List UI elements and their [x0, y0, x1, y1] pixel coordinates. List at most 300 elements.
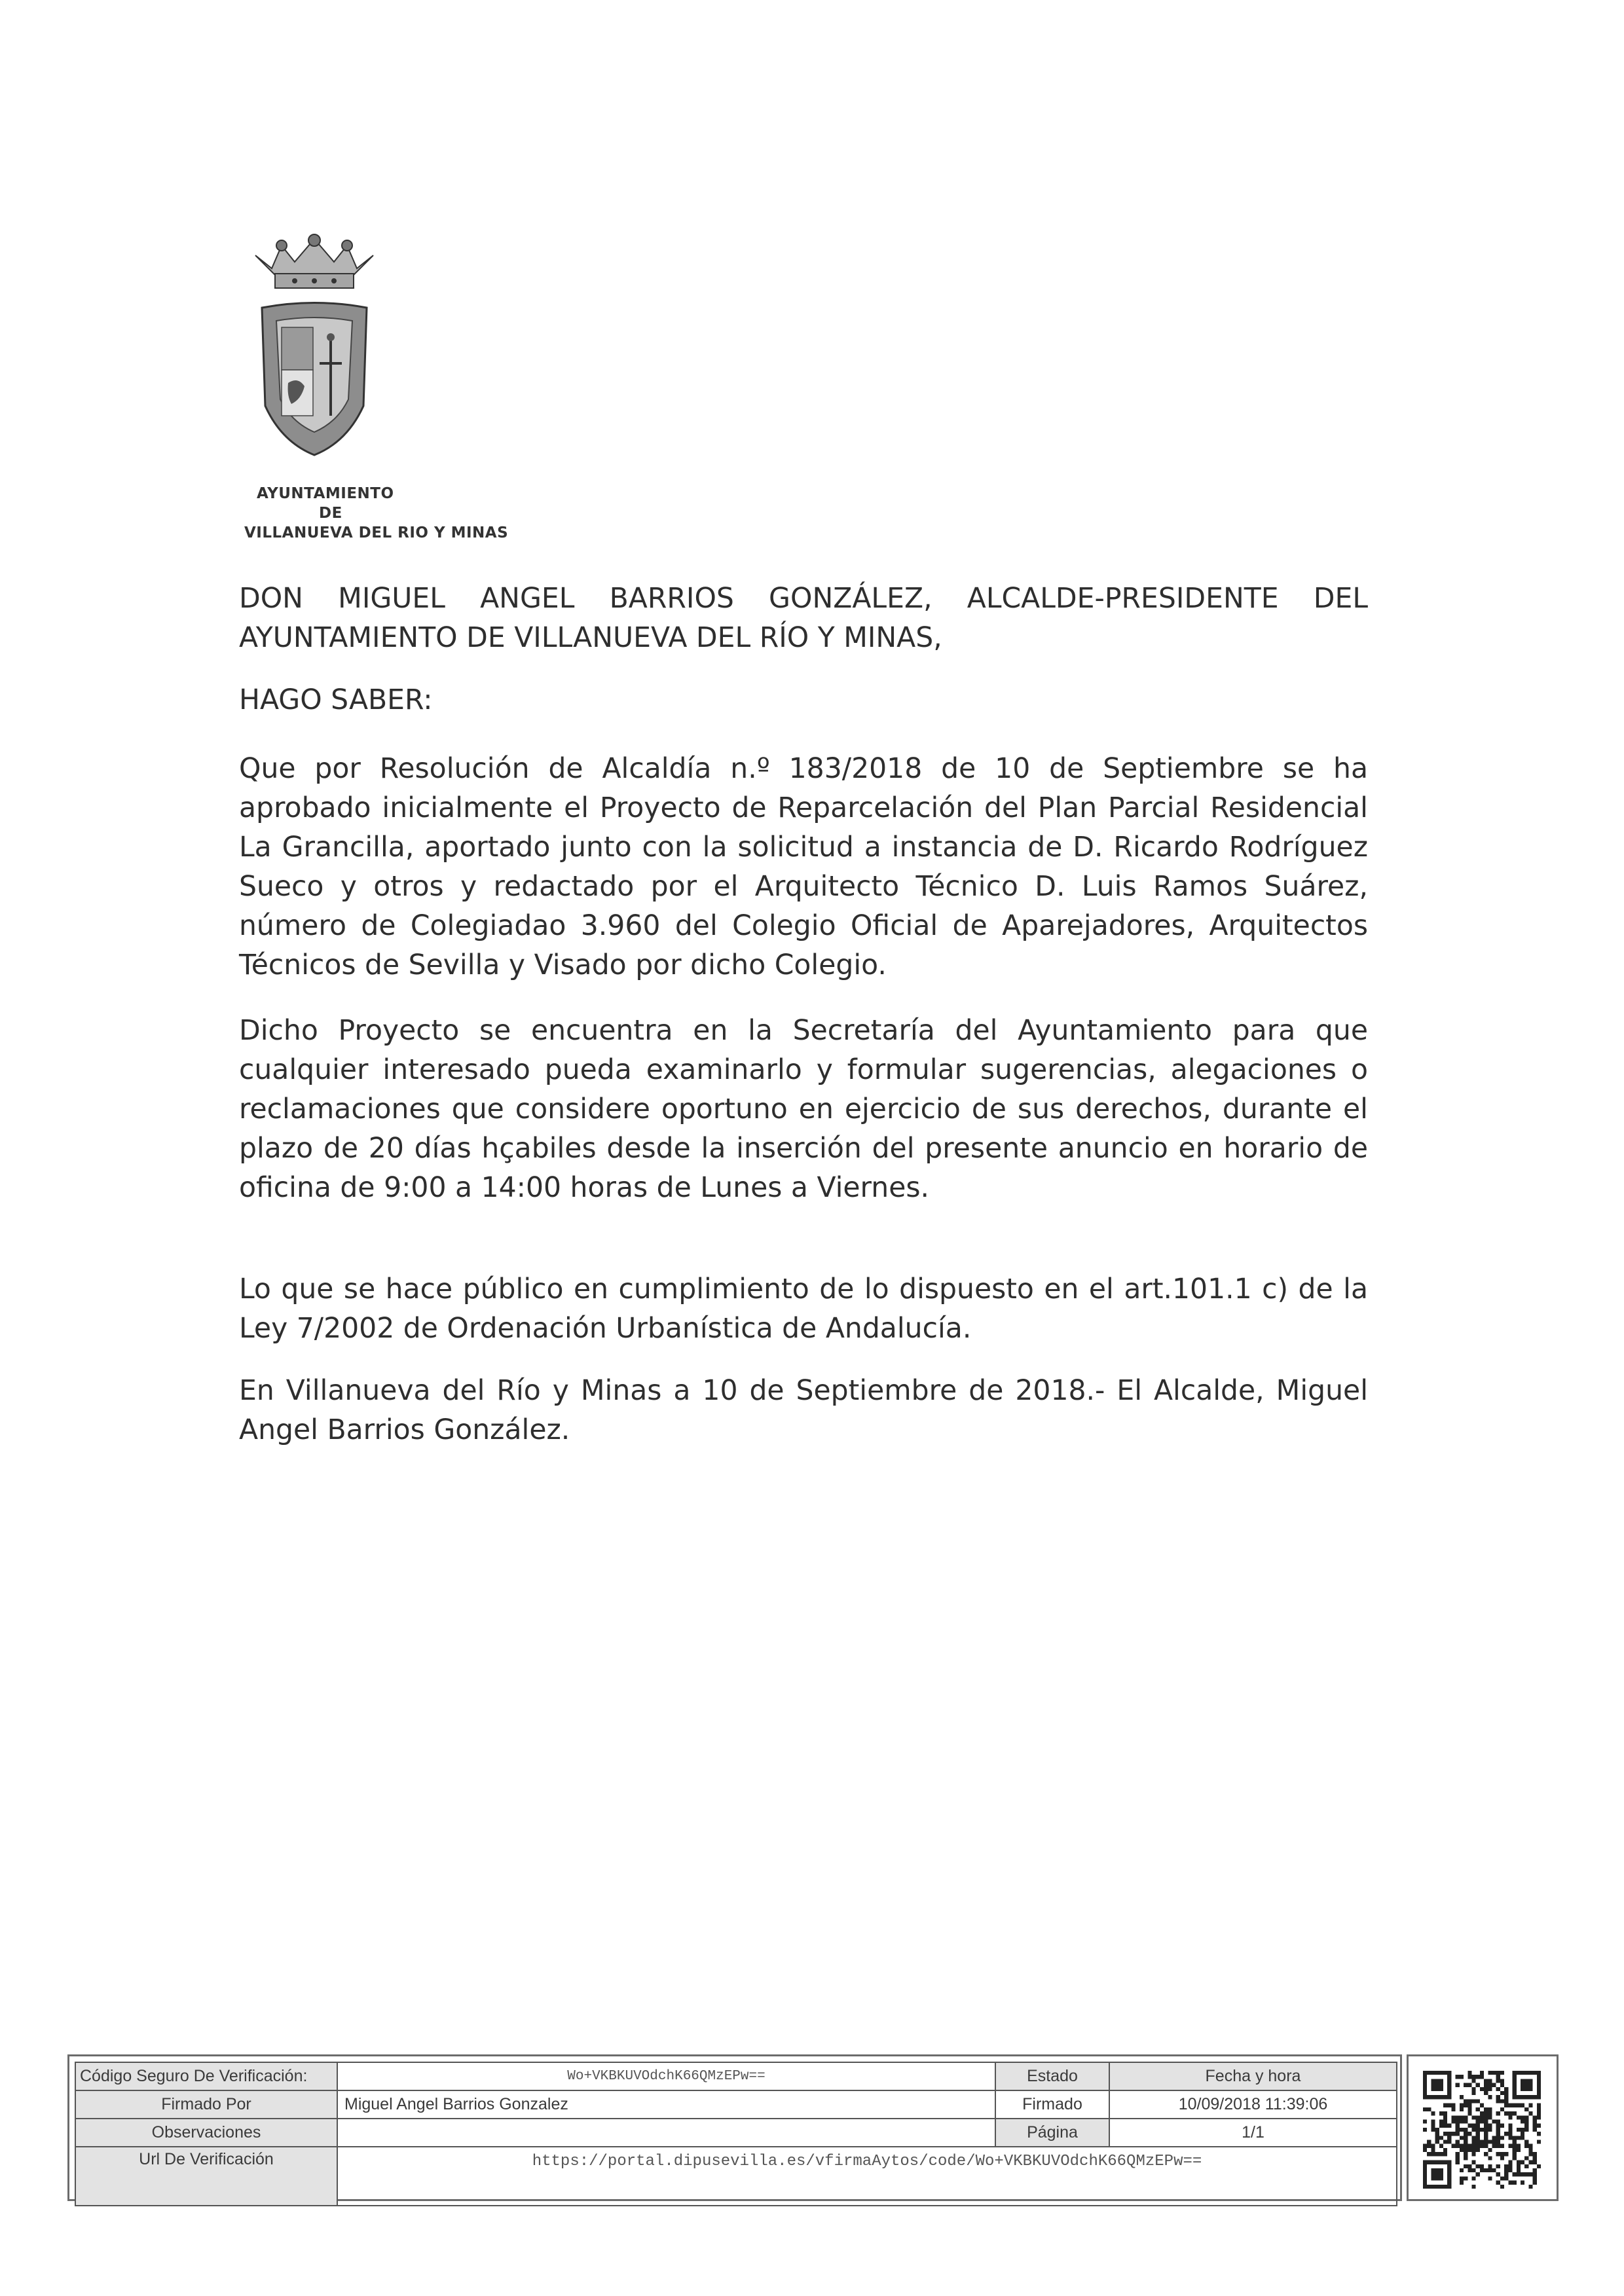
qr-module: [1464, 2128, 1467, 2132]
table-row: [75, 2090, 1397, 2119]
qr-module: [1513, 2148, 1517, 2152]
qr-module: [1488, 2083, 1492, 2087]
org-name-line2: DE: [319, 505, 342, 522]
qr-module: [1443, 2104, 1447, 2107]
qr-module: [1492, 2083, 1496, 2087]
qr-module: [1476, 2119, 1480, 2123]
qr-module: [1496, 2124, 1500, 2128]
code-value: Wo+VKBKUVOdchK66QMzEPw==: [337, 2062, 995, 2090]
qr-module: [1480, 2115, 1484, 2119]
qr-module: [1488, 2128, 1492, 2132]
qr-module: [1508, 2111, 1512, 2115]
qr-module: [1517, 2168, 1521, 2172]
qr-module: [1524, 2115, 1528, 2119]
qr-module: [1508, 2168, 1512, 2172]
qr-module: [1488, 2115, 1492, 2119]
qr-module: [1500, 2124, 1504, 2128]
qr-module: [1480, 2075, 1484, 2079]
qr-module: [1500, 2079, 1504, 2083]
qr-module: [1508, 2115, 1512, 2119]
verification-url[interactable]: https://portal.dipusevilla.es/vfirmaAytos/code/Wo+VKBKUVOdchK66QMzEPw==: [337, 2147, 1397, 2206]
qr-module: [1423, 2128, 1427, 2132]
qr-module: [1488, 2156, 1492, 2160]
qr-module: [1484, 2115, 1488, 2119]
qr-module: [1500, 2083, 1504, 2087]
qr-module: [1427, 2144, 1431, 2148]
qr-module: [1500, 2156, 1504, 2160]
qr-module: [1504, 2095, 1508, 2099]
qr-module: [1460, 2176, 1464, 2180]
qr-module: [1524, 2172, 1528, 2176]
qr-module: [1537, 2164, 1541, 2168]
qr-module: [1513, 2181, 1517, 2185]
qr-module: [1533, 2160, 1537, 2164]
qr-module: [1488, 2071, 1492, 2075]
qr-module: [1517, 2136, 1521, 2140]
status-label: Estado: [995, 2062, 1109, 2090]
qr-module: [1456, 2075, 1460, 2079]
qr-module: [1521, 2119, 1524, 2123]
qr-module: [1443, 2124, 1447, 2128]
qr-module: [1431, 2144, 1435, 2148]
qr-module: [1537, 2140, 1541, 2144]
qr-module: [1431, 2128, 1435, 2132]
qr-module: [1504, 2104, 1508, 2107]
qr-module: [1533, 2168, 1537, 2172]
qr-module: [1496, 2144, 1500, 2148]
qr-module: [1431, 2079, 1443, 2091]
qr-module: [1521, 2160, 1524, 2164]
qr-module: [1533, 2176, 1537, 2180]
qr-module: [1517, 2144, 1521, 2148]
hago-saber-heading: HAGO SABER:: [239, 684, 433, 716]
qr-code-icon: [1423, 2071, 1541, 2189]
qr-module: [1488, 2107, 1492, 2111]
qr-module: [1431, 2111, 1435, 2115]
qr-module: [1435, 2140, 1439, 2144]
qr-module: [1447, 2104, 1451, 2107]
qr-module: [1476, 2128, 1480, 2132]
qr-module: [1492, 2071, 1496, 2075]
qr-module: [1471, 2079, 1475, 2083]
qr-module: [1504, 2164, 1508, 2168]
qr-module: [1496, 2119, 1500, 2123]
qr-module: [1537, 2104, 1541, 2107]
paragraph-exposure: Dicho Proyecto se encuentra en la Secretaría del Ayuntamiento para que cualquier interesado pueda examinarlo y formular sugerencias, alegaciones o reclamaciones que considere oportuno en ejercicio de sus derechos, durante el plazo de 20 días hçabiles desde la inserción del presente anuncio en horario de oficina de 9:00 a 14:00 horas de Lunes a Viernes.: [239, 1015, 1368, 1204]
qr-module: [1439, 2119, 1443, 2123]
qr-module: [1521, 2136, 1524, 2140]
qr-module: [1504, 2176, 1508, 2180]
qr-module: [1524, 2128, 1528, 2132]
qr-module: [1471, 2168, 1475, 2172]
qr-module: [1451, 2107, 1455, 2111]
qr-module: [1528, 2104, 1532, 2107]
qr-module: [1480, 2144, 1484, 2148]
status-value: Firmado: [995, 2090, 1109, 2119]
qr-module: [1500, 2176, 1504, 2180]
qr-module: [1508, 2160, 1512, 2164]
qr-module: [1456, 2128, 1460, 2132]
qr-module: [1439, 2152, 1443, 2156]
qr-module: [1467, 2071, 1471, 2075]
qr-module: [1513, 2152, 1517, 2156]
table-row: [75, 2147, 1397, 2206]
qr-module: [1464, 2136, 1467, 2140]
qr-module: [1496, 2099, 1500, 2103]
qr-module: [1504, 2168, 1508, 2172]
qr-module: [1476, 2124, 1480, 2128]
org-name-line3: VILLANUEVA DEL RIO Y MINAS: [244, 524, 509, 541]
qr-module: [1464, 2132, 1467, 2136]
qr-module: [1504, 2091, 1508, 2095]
qr-module: [1431, 2148, 1435, 2152]
qr-module: [1521, 2128, 1524, 2132]
qr-module: [1447, 2124, 1451, 2128]
qr-module: [1484, 2168, 1488, 2172]
qr-module: [1460, 2136, 1464, 2140]
qr-module: [1484, 2079, 1488, 2083]
qr-module: [1471, 2099, 1475, 2103]
qr-module: [1460, 2168, 1464, 2172]
qr-module: [1508, 2104, 1512, 2107]
qr-module: [1488, 2176, 1492, 2180]
qr-module: [1484, 2140, 1488, 2144]
qr-module: [1451, 2104, 1455, 2107]
qr-module: [1476, 2099, 1480, 2103]
qr-module: [1460, 2119, 1464, 2123]
qr-module: [1451, 2144, 1455, 2148]
signed-by-value: Miguel Angel Barrios Gonzalez: [337, 2090, 995, 2119]
qr-module: [1517, 2172, 1521, 2176]
url-label: Url De Verificación: [75, 2147, 337, 2206]
qr-module: [1533, 2128, 1537, 2132]
qr-module: [1504, 2132, 1508, 2136]
qr-module: [1488, 2124, 1492, 2128]
qr-module: [1484, 2152, 1488, 2156]
qr-module: [1467, 2144, 1471, 2148]
qr-module: [1456, 2160, 1460, 2164]
qr-module: [1460, 2115, 1464, 2119]
qr-module: [1513, 2144, 1517, 2148]
qr-module: [1504, 2152, 1508, 2156]
qr-module: [1456, 2144, 1460, 2148]
qr-module: [1435, 2128, 1439, 2132]
qr-module: [1464, 2119, 1467, 2123]
qr-module: [1435, 2136, 1439, 2140]
qr-module: [1443, 2111, 1447, 2115]
qr-module: [1496, 2128, 1500, 2132]
qr-module: [1471, 2091, 1475, 2095]
qr-module: [1427, 2140, 1431, 2144]
qr-module: [1423, 2144, 1427, 2148]
qr-module: [1456, 2115, 1460, 2119]
qr-module: [1484, 2111, 1488, 2115]
qr-module: [1476, 2075, 1480, 2079]
qr-module: [1528, 2148, 1532, 2152]
qr-module: [1435, 2152, 1439, 2156]
qr-module: [1460, 2181, 1464, 2185]
qr-module: [1467, 2075, 1471, 2079]
qr-module: [1524, 2164, 1528, 2168]
qr-module: [1471, 2144, 1475, 2148]
qr-module: [1476, 2083, 1480, 2087]
qr-module: [1484, 2087, 1488, 2091]
qr-module: [1517, 2104, 1521, 2107]
qr-module: [1537, 2124, 1541, 2128]
qr-module: [1460, 2144, 1464, 2148]
observations-value: [337, 2119, 995, 2147]
qr-module: [1431, 2119, 1435, 2123]
qr-module: [1508, 2128, 1512, 2132]
qr-module: [1513, 2140, 1517, 2144]
org-name-line1: AYUNTAMIENTO: [257, 485, 394, 502]
qr-module: [1513, 2156, 1517, 2160]
qr-module: [1533, 2124, 1537, 2128]
qr-module: [1484, 2083, 1488, 2087]
qr-module: [1508, 2181, 1512, 2185]
qr-module: [1456, 2140, 1460, 2144]
qr-module: [1496, 2152, 1500, 2156]
qr-module: [1524, 2119, 1528, 2123]
qr-module: [1467, 2124, 1471, 2128]
qr-module: [1533, 2119, 1537, 2123]
qr-module: [1504, 2087, 1508, 2091]
qr-module: [1521, 2181, 1524, 2185]
qr-module: [1521, 2104, 1524, 2107]
table-row: [75, 2062, 1397, 2090]
qr-module: [1533, 2115, 1537, 2119]
qr-module: [1476, 2132, 1480, 2136]
qr-module: [1439, 2124, 1443, 2128]
qr-module: [1496, 2172, 1500, 2176]
qr-module: [1456, 2119, 1460, 2123]
qr-module: [1423, 2148, 1427, 2152]
qr-module: [1528, 2152, 1532, 2156]
datetime-label: Fecha y hora: [1109, 2062, 1397, 2090]
qr-module: [1533, 2181, 1537, 2185]
qr-module: [1476, 2107, 1480, 2111]
qr-module: [1460, 2107, 1464, 2111]
qr-module: [1471, 2148, 1475, 2152]
qr-module: [1496, 2075, 1500, 2079]
qr-module: [1443, 2132, 1447, 2136]
signed-by-label: Firmado Por: [75, 2090, 337, 2119]
qr-module: [1528, 2160, 1532, 2164]
qr-module: [1488, 2164, 1492, 2168]
qr-module: [1524, 2107, 1528, 2111]
qr-module: [1488, 2095, 1492, 2099]
qr-module: [1471, 2185, 1475, 2189]
qr-module: [1528, 2185, 1532, 2189]
qr-module: [1471, 2152, 1475, 2156]
qr-module: [1496, 2140, 1500, 2144]
qr-module: [1451, 2119, 1455, 2123]
qr-module: [1517, 2148, 1521, 2152]
qr-module: [1471, 2115, 1475, 2119]
qr-module: [1443, 2115, 1447, 2119]
qr-module: [1439, 2136, 1443, 2140]
qr-module: [1439, 2144, 1443, 2148]
qr-module: [1524, 2140, 1528, 2144]
qr-module: [1467, 2107, 1471, 2111]
qr-module: [1460, 2104, 1464, 2107]
qr-module: [1537, 2111, 1541, 2115]
qr-module: [1471, 2136, 1475, 2140]
qr-module: [1517, 2164, 1521, 2168]
qr-module: [1496, 2087, 1500, 2091]
qr-module: [1467, 2168, 1471, 2172]
qr-module: [1467, 2104, 1471, 2107]
qr-module: [1467, 2111, 1471, 2115]
qr-module: [1456, 2124, 1460, 2128]
qr-module: [1528, 2172, 1532, 2176]
qr-module: [1496, 2181, 1500, 2185]
qr-module: [1464, 2140, 1467, 2144]
qr-module: [1500, 2071, 1504, 2075]
qr-module: [1504, 2111, 1508, 2115]
qr-module: [1471, 2140, 1475, 2144]
qr-code-frame: [1407, 2054, 1559, 2201]
qr-module: [1464, 2083, 1467, 2087]
qr-module: [1460, 2075, 1464, 2079]
qr-module: [1504, 2172, 1508, 2176]
qr-module: [1492, 2168, 1496, 2172]
qr-module: [1476, 2148, 1480, 2152]
qr-module: [1476, 2140, 1480, 2144]
qr-module: [1533, 2152, 1537, 2156]
qr-module: [1456, 2132, 1460, 2136]
qr-module: [1500, 2136, 1504, 2140]
qr-module: [1460, 2148, 1464, 2152]
qr-module: [1471, 2160, 1475, 2164]
qr-module: [1464, 2148, 1467, 2152]
qr-module: [1480, 2128, 1484, 2132]
shield-icon: [262, 303, 367, 456]
qr-module: [1528, 2111, 1532, 2115]
paragraph-resolution: Que por Resolución de Alcaldía n.º 183/2018 de 10 de Septiembre se ha aprobado inicialmente el Proyecto de Reparcelación del Plan Parcial Residencial La Grancilla, aportado junto con la solicitud a instancia de D. Ricardo Rodríguez Sueco y otros y redactado por el Arquitecto Técnico D. Luis Ramos Suárez, número de Colegiadao 3.960 del Colegio Oficial de Aparejadores, Arquitectos Técnicos de Sevilla y Visado por dicho Colegio.: [239, 753, 1368, 981]
qr-module: [1480, 2168, 1484, 2172]
qr-module: [1496, 2095, 1500, 2099]
qr-module: [1431, 2124, 1435, 2128]
qr-module: [1517, 2160, 1521, 2164]
qr-module: [1480, 2164, 1484, 2168]
qr-module: [1431, 2152, 1435, 2156]
coat-of-arms-icon: [249, 232, 380, 458]
qr-module: [1500, 2099, 1504, 2103]
qr-module: [1524, 2124, 1528, 2128]
qr-module: [1508, 2136, 1512, 2140]
qr-module: [1496, 2136, 1500, 2140]
qr-module: [1484, 2091, 1488, 2095]
qr-module: [1488, 2148, 1492, 2152]
qr-module: [1480, 2104, 1484, 2107]
qr-module: [1488, 2168, 1492, 2172]
qr-module: [1488, 2111, 1492, 2115]
salutation: DON MIGUEL ANGEL BARRIOS GONZÁLEZ, ALCALDE-PRESIDENTE DEL AYUNTAMIENTO DE VILLANUEVA DEL RÍO Y MINAS,: [239, 583, 1368, 654]
qr-module: [1480, 2071, 1484, 2075]
page-value: 1/1: [1109, 2119, 1397, 2147]
qr-module: [1471, 2087, 1475, 2091]
qr-module: [1500, 2152, 1504, 2156]
qr-module: [1500, 2185, 1504, 2189]
qr-module: [1471, 2124, 1475, 2128]
qr-module: [1447, 2132, 1451, 2136]
qr-module: [1488, 2140, 1492, 2144]
qr-module: [1508, 2144, 1512, 2148]
qr-module: [1435, 2132, 1439, 2136]
qr-module: [1484, 2107, 1488, 2111]
qr-module: [1517, 2128, 1521, 2132]
qr-module: [1464, 2104, 1467, 2107]
verification-table-frame: [67, 2054, 1402, 2201]
qr-module: [1476, 2164, 1480, 2168]
qr-module: [1533, 2156, 1537, 2160]
qr-module: [1480, 2111, 1484, 2115]
qr-module: [1513, 2172, 1517, 2176]
qr-module: [1431, 2168, 1443, 2181]
qr-module: [1508, 2164, 1512, 2168]
qr-module: [1533, 2172, 1537, 2176]
qr-module: [1524, 2156, 1528, 2160]
qr-module: [1471, 2176, 1475, 2180]
qr-module: [1496, 2132, 1500, 2136]
qr-module: [1423, 2119, 1427, 2123]
qr-module: [1484, 2132, 1488, 2136]
qr-module: [1500, 2091, 1504, 2095]
qr-module: [1423, 2107, 1427, 2111]
qr-module: [1484, 2144, 1488, 2148]
observations-label: Observaciones: [75, 2119, 337, 2147]
qr-module: [1456, 2083, 1460, 2087]
qr-module: [1456, 2152, 1460, 2156]
qr-module: [1537, 2132, 1541, 2136]
qr-module: [1460, 2128, 1464, 2132]
qr-module: [1476, 2172, 1480, 2176]
qr-module: [1528, 2144, 1532, 2148]
qr-module: [1447, 2136, 1451, 2140]
qr-module: [1508, 2132, 1512, 2136]
table-row: [75, 2119, 1397, 2147]
qr-module: [1464, 2164, 1467, 2168]
qr-module: [1476, 2144, 1480, 2148]
qr-module: [1521, 2115, 1524, 2119]
qr-module: [1467, 2132, 1471, 2136]
qr-module: [1537, 2115, 1541, 2119]
qr-module: [1513, 2111, 1517, 2115]
qr-module: [1464, 2099, 1467, 2103]
qr-module: [1496, 2079, 1500, 2083]
qr-module: [1467, 2164, 1471, 2168]
qr-module: [1537, 2107, 1541, 2111]
qr-module: [1517, 2115, 1521, 2119]
qr-module: [1439, 2111, 1443, 2115]
qr-module: [1464, 2176, 1467, 2180]
qr-module: [1443, 2119, 1447, 2123]
qr-module: [1492, 2136, 1496, 2140]
verification-block: [67, 2054, 1560, 2204]
qr-module: [1451, 2115, 1455, 2119]
qr-module: [1492, 2140, 1496, 2144]
qr-module: [1480, 2140, 1484, 2144]
qr-module: [1480, 2119, 1484, 2123]
qr-module: [1476, 2136, 1480, 2140]
qr-module: [1492, 2144, 1496, 2148]
qr-module: [1496, 2164, 1500, 2168]
page-label: Página: [995, 2119, 1109, 2147]
qr-module: [1504, 2099, 1508, 2103]
qr-module: [1488, 2079, 1492, 2083]
qr-module: [1521, 2079, 1533, 2091]
